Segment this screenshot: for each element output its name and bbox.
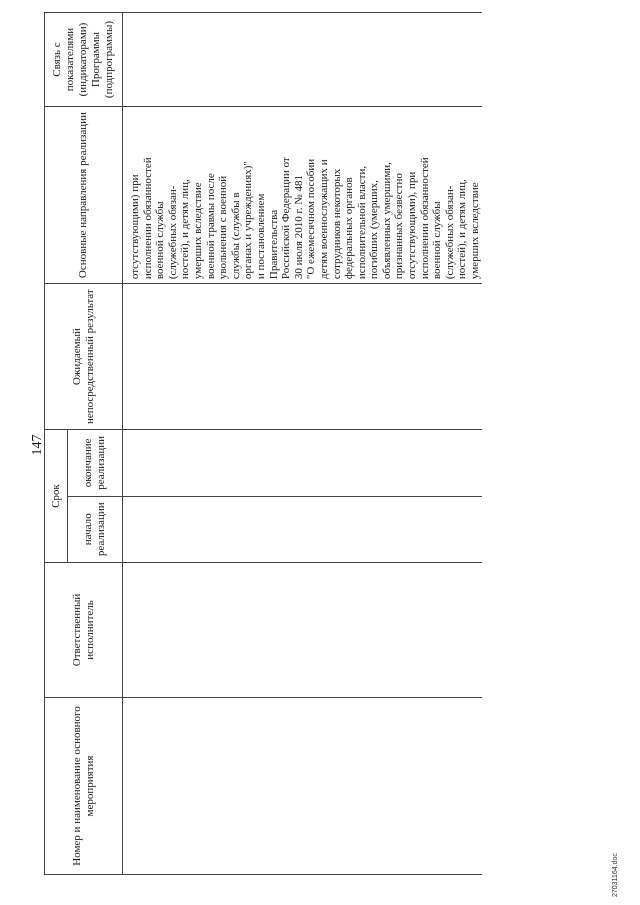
header-result: Ожидаемый непосредственный результат (45, 284, 123, 430)
directions-line: военной службы (431, 201, 444, 280)
header-measure: Номер и наименование основного мероприятия (45, 697, 123, 874)
directions-line: Правительства (267, 209, 280, 280)
measures-table (44, 12, 482, 875)
directions-line: Российской Федерации от (280, 157, 293, 280)
header-term-start: начало реализации (68, 496, 123, 562)
directions-line: федеральных органов (343, 177, 356, 280)
cell-measure (123, 697, 482, 874)
directions-line: (служебных обязан- (166, 185, 179, 280)
directions-line: увольнения с военной (217, 175, 230, 280)
directions-line: объявленных умершими, (380, 162, 393, 280)
header-directions: Основные направления реализации (45, 107, 123, 284)
cell-directions (123, 107, 482, 284)
directions-line: военной службы (154, 201, 167, 280)
header-term-end: окончание реализации (68, 430, 123, 496)
cell-result (123, 284, 482, 430)
cell-executor (123, 562, 482, 697)
directions-line: "О ежемесячном пособии (305, 158, 318, 280)
header-indicators: Связь с показателями (индикаторами) Программы (подпрограммы) (45, 13, 123, 107)
directions-line: умерших вследствие (191, 182, 204, 280)
directions-line: ностей), и детям лиц, (179, 179, 192, 280)
page-number: 147 (30, 434, 45, 456)
directions-line: службы (службы в (229, 192, 242, 280)
directions-line: (служебных обязан- (443, 185, 456, 280)
cell-term-end (123, 430, 482, 496)
directions-line: отсутствующими), при (406, 171, 419, 280)
header-term: Срок (45, 430, 68, 563)
directions-line: отсутствующими) при (129, 174, 141, 280)
directions-line: ностей), и детям лиц, (456, 179, 469, 280)
directions-text (123, 107, 482, 283)
directions-line: признанных безвестно (393, 173, 406, 280)
directions-line: погибших (умерших, (368, 180, 381, 280)
directions-line: детям военнослужащих и (317, 159, 330, 280)
document-code: 27031164.doc (612, 853, 619, 897)
cell-indicators (123, 13, 482, 107)
directions-line: и постановлением (254, 193, 267, 280)
directions-line: исполнении обязанностей (418, 157, 431, 280)
directions-line: исполнении обязанностей (141, 157, 154, 280)
directions-line: военной травмы после (204, 173, 217, 280)
cell-term-start (123, 496, 482, 562)
directions-line: сотрудников некоторых (330, 168, 343, 280)
header-executor: Ответственный исполнитель (45, 562, 123, 697)
directions-line: органах и учреждениях)" (242, 161, 255, 280)
directions-line: умерших вследствие (469, 182, 482, 280)
directions-line: исполнительной власти, (355, 165, 368, 280)
directions-line: 30 июля 2010 г. № 481 (292, 174, 305, 280)
